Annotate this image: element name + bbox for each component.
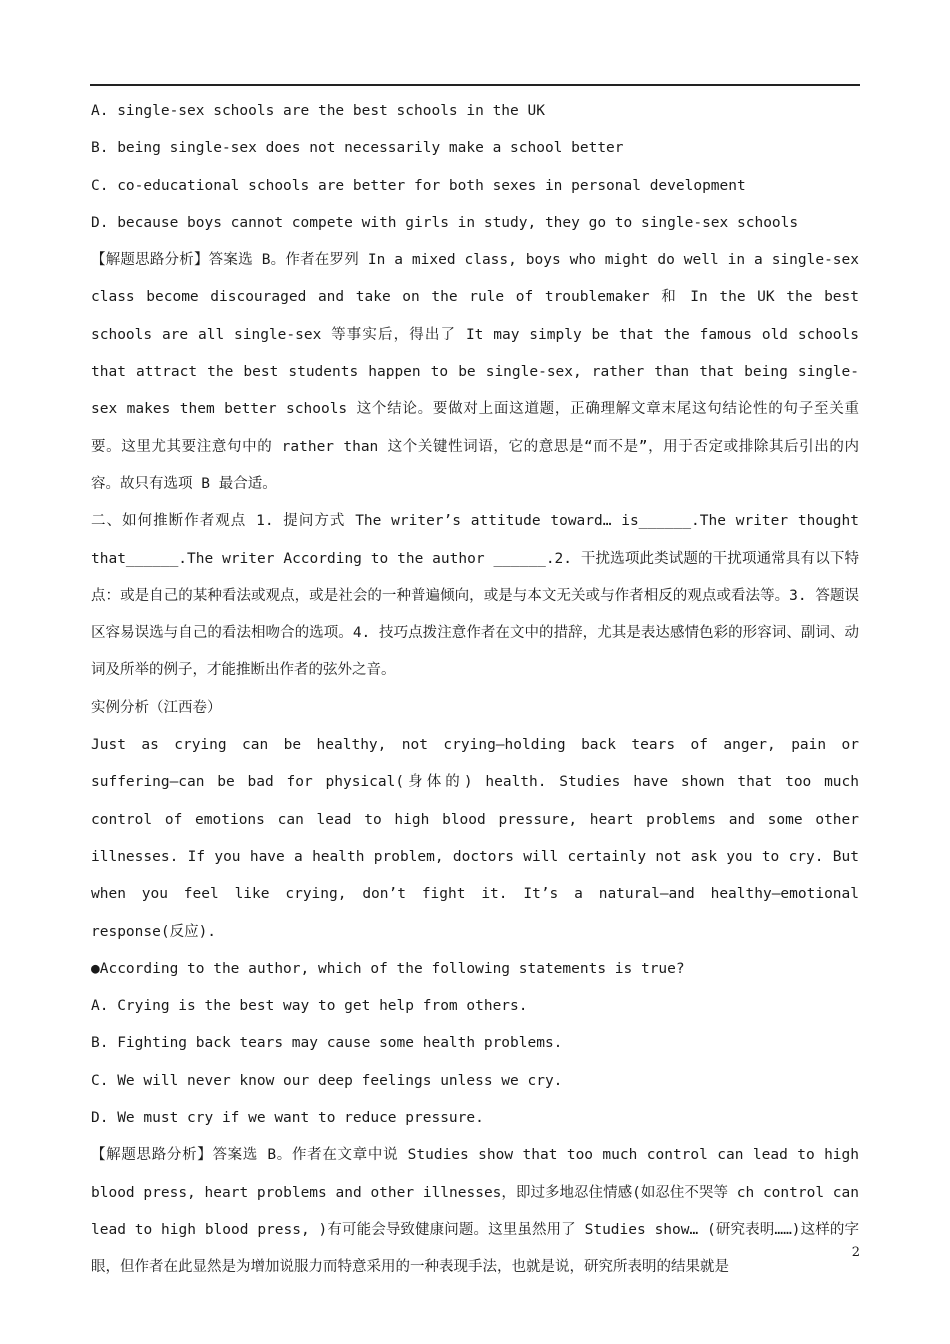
q1-option-a: A. single-sex schools are the best schools in the UK bbox=[91, 103, 545, 119]
q2-option-b: B. Fighting back tears may cause some health problems. bbox=[91, 1035, 563, 1052]
q2-option-c: C. We will never know our deep feelings unless we cry. bbox=[91, 1072, 563, 1089]
page-content bbox=[91, 93, 859, 1287]
analysis-paragraph-2: 【解题思路分析】答案选 B。作者在文章中说 Studies show that too much control can lead to high blood press, heart problems and other illnesses，即过多地忍住情感(如忍住不哭等 ch control can lead to high blood press, )有可能会导致健康问题。这里虽然用了 Studies show… (研究表明……)这样的字眼，但作者在此显然是为增加说服力而特意采用的一种表现手法，也就是说，研究所表明的结果就是 bbox=[91, 1147, 859, 1276]
analysis-paragraph-1: 【解题思路分析】答案选 B。作者在罗列 In a mixed class, boys who might do well in a single-sex class become discouraged and take on the rule of troublemaker 和 In the UK the best schools are all single-sex 等事实后，得出了 It may simply be that the famous old schools that attract the best students happen to be single-sex, rather than that being single-sex makes them better schools 这个结论。要做对上面这道题，正确理解文章末尾这句结论性的句子至关重要。这里尤其要注意句中的 rather than 这个关键性词语，它的意思是“而不是”，用于否定或排除其后引出的内容。故只有选项 B 最合适。 bbox=[91, 252, 859, 492]
example-heading: 实例分析（江西卷） bbox=[91, 699, 222, 716]
question-2: ●According to the author, which of the following statements is true? bbox=[91, 960, 685, 977]
q1-option-b: B. being single-sex does not necessarily make a school better bbox=[91, 140, 624, 157]
page-number: 2 bbox=[851, 1245, 860, 1260]
q2-option-d: D. We must cry if we want to reduce pressure. bbox=[91, 1110, 484, 1127]
header-rule bbox=[90, 84, 860, 86]
q1-option-c: C. co-educational schools are better for both sexes in personal development bbox=[91, 177, 746, 194]
q1-option-d: D. because boys cannot compete with girls in study, they go to single-sex schools bbox=[91, 214, 799, 231]
q2-option-a: A. Crying is the best way to get help from others. bbox=[91, 998, 528, 1015]
section-2-paragraph: 二、如何推断作者观点 1. 提问方式 The writer’s attitude toward… is______.The writer thought that______.The writer According to the author ______.2. 干扰选项此类试题的干扰项通常具有以下特点：或是自己的某种看法或观点，或是社会的一种普遍倾向，或是与本文无关或与作者相反的观点或看法等。3. 答题误区容易误选与自己的看法相吻合的选项。4. 技巧点拨注意作者在文中的措辞，尤其是表达感情色彩的形容词、副词、动词及所举的例子，才能推断出作者的弦外之音。 bbox=[91, 513, 859, 679]
reading-passage: Just as crying can be healthy, not crying—holding back tears of anger, pain or suffering—can be bad for physical(身体的) health. Studies have shown that too much control of emotions can lead to high blood pressure, heart problems and some other illnesses. If you have a health problem, doctors will certainly not ask you to cry. But when you feel like crying, don’t fight it. It’s a natural—and healthy—emotional response(反应). bbox=[91, 737, 859, 940]
